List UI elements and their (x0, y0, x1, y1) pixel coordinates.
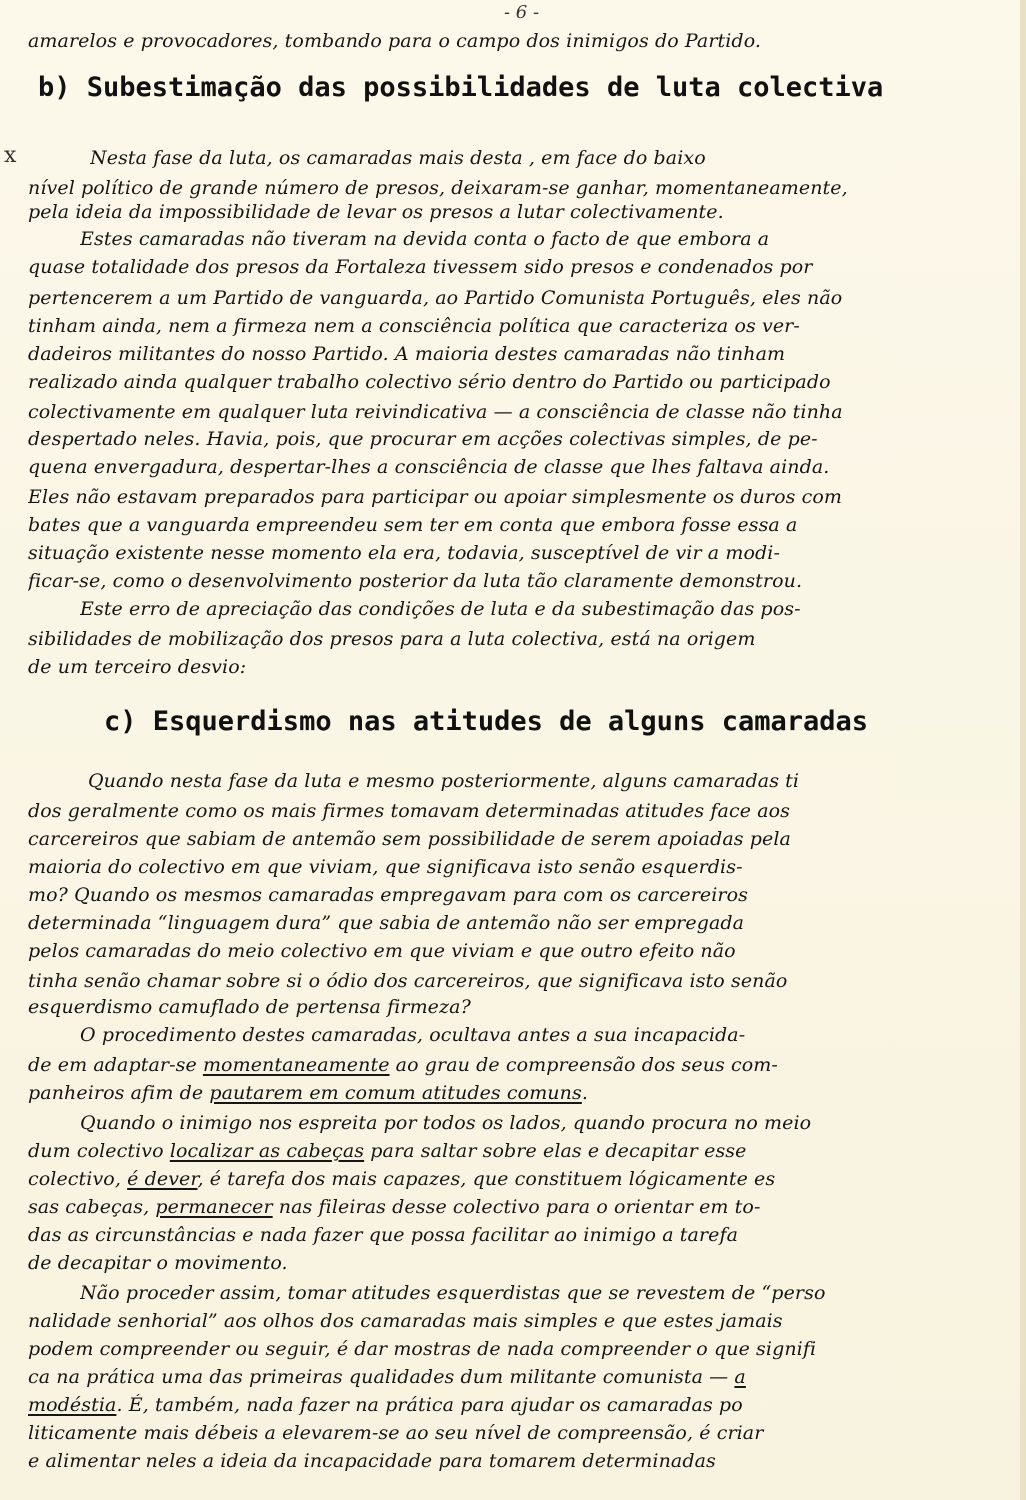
text-line: dos geralmente como os mais firmes tomavam determinadas atitudes face aos (28, 800, 791, 822)
text-line: Quando o inimigo nos espreita por todos os lados, quando procura no meio (80, 1112, 812, 1134)
text-line: pertencerem a um Partido de vanguarda, ao Partido Comunista Português, eles não (28, 287, 843, 309)
text-line: pela ideia da impossibilidade de levar os presos a lutar colectivamente. (28, 201, 724, 223)
text-line: pelos camaradas do meio colectivo em que viviam e que outro efeito não (28, 940, 736, 962)
underlined-text: a (734, 1366, 746, 1388)
underlined-text: permanecer (155, 1196, 273, 1218)
page-edge (1020, 0, 1026, 1500)
underlined-text: modéstia (28, 1394, 117, 1416)
text-line: Não proceder assim, tomar atitudes esquerdistas que se revestem de “perso (80, 1282, 826, 1304)
text-line: quase totalidade dos presos da Fortaleza tivessem sido presos e condenados por (28, 256, 813, 278)
text-line: podem compreender ou seguir, é dar mostras de nada compreender o que signifi (28, 1338, 817, 1360)
text-line: Estes camaradas não tiveram na devida conta o facto de que embora a (80, 228, 770, 250)
text-line: liticamente mais débeis a elevarem-se ao seu nível de compreensão, é criar (28, 1422, 764, 1444)
underlined-text: é dever (127, 1168, 198, 1190)
text-line: modéstia. É, também, nada fazer na prática para ajudar os camaradas po (28, 1394, 743, 1416)
text-line: ca na prática uma das primeiras qualidades dum militante comunista — a (28, 1366, 746, 1388)
text-line: esquerdismo camuflado de pertensa firmeza? (28, 996, 471, 1018)
text-line: de em adaptar-se momentaneamente ao grau de compreensão dos seus com- (28, 1054, 778, 1076)
text-line: sibilidades de mobilização dos presos para a luta colectiva, está na origem (28, 628, 756, 650)
text-line: Nesta fase da luta, os camaradas mais desta , em face do baixo (90, 147, 706, 169)
text-line: de decapitar o movimento. (28, 1252, 288, 1274)
text-line: colectivo, é dever, é tarefa dos mais capazes, que constituem lógicamente es (28, 1168, 776, 1190)
text-line: O procedimento destes camaradas, ocultava antes a sua incapacida- (80, 1024, 746, 1046)
text-line: colectivamente em qualquer luta reivindicativa — a consciência de classe não tinha (28, 401, 843, 423)
underlined-text: momentaneamente (202, 1054, 390, 1076)
text-line: tinha senão chamar sobre si o ódio dos carcereiros, que significava isto senão (28, 970, 788, 992)
text-line: de um terceiro desvio: (28, 656, 247, 678)
text-line: Eles não estavam preparados para participar ou apoiar simplesmente os duros com (28, 486, 843, 508)
text-line: despertado neles. Havia, pois, que procurar em acções colectivas simples, de pe- (28, 428, 818, 450)
text-line: nível político de grande número de presos, deixaram-se ganhar, momentaneamente, (28, 177, 848, 199)
text-line: dadeiros militantes do nosso Partido. A maioria destes camaradas não tinham (28, 343, 786, 365)
underlined-text: localizar as cabeças (169, 1140, 365, 1162)
text-line: dum colectivo localizar as cabeças para saltar sobre elas e decapitar esse (28, 1140, 747, 1162)
text-line: quena envergadura, despertar-lhes a consciência de classe que lhes faltava ainda. (28, 456, 830, 478)
text-line: mo? Quando os mesmos camaradas empregavam para com os carcereiros (28, 884, 748, 906)
text-line: determinada “linguagem dura” que sabia de antemão não ser empregada (28, 912, 745, 934)
text-line: bates que a vanguarda empreendeu sem ter em conta que embora fosse essa a (28, 514, 798, 536)
text-line: amarelos e provocadores, tombando para o campo dos inimigos do Partido. (28, 30, 762, 52)
text-line: nalidade senhorial” aos olhos dos camaradas mais simples e que estes jamais (28, 1310, 783, 1332)
underlined-text: pautarem em comum atitudes comuns (209, 1082, 582, 1104)
text-line: panheiros afim de pautarem em comum atitudes comuns. (28, 1082, 588, 1104)
text-line: e alimentar neles a ideia da incapacidade para tomarem determinadas (28, 1450, 716, 1472)
section-heading-c: c) Esquerdismo nas atitudes de alguns camaradas (104, 706, 869, 737)
text-line: realizado ainda qualquer trabalho colectivo sério dentro do Partido ou participado (28, 371, 831, 393)
text-line: maioria do colectivo em que viviam, que significava isto senão esquerdis- (28, 856, 743, 878)
text-line: carcereiros que sabiam de antemão sem possibilidade de serem apoiadas pela (28, 828, 791, 850)
text-line: ficar-se, como o desenvolvimento posterior da luta tão claramente demonstrou. (28, 570, 803, 592)
text-line: tinham ainda, nem a firmeza nem a consciência política que caracteriza os ver- (28, 315, 800, 337)
section-heading-b: b) Subestimação das possibilidades de luta colectiva (38, 72, 884, 103)
margin-mark: x (4, 143, 17, 168)
text-line: Este erro de apreciação das condições de luta e da subestimação das pos- (80, 598, 801, 620)
page-number: - 6 - (504, 2, 540, 23)
text-line: das as circunstâncias e nada fazer que possa facilitar ao inimigo a tarefa (28, 1224, 739, 1246)
text-line: Quando nesta fase da luta e mesmo posteriormente, alguns camaradas ti (88, 770, 800, 792)
text-line: situação existente nesse momento ela era, todavia, susceptível de vir a modi- (28, 542, 780, 564)
text-line: sas cabeças, permanecer nas fileiras desse colectivo para o orientar em to- (28, 1196, 761, 1218)
